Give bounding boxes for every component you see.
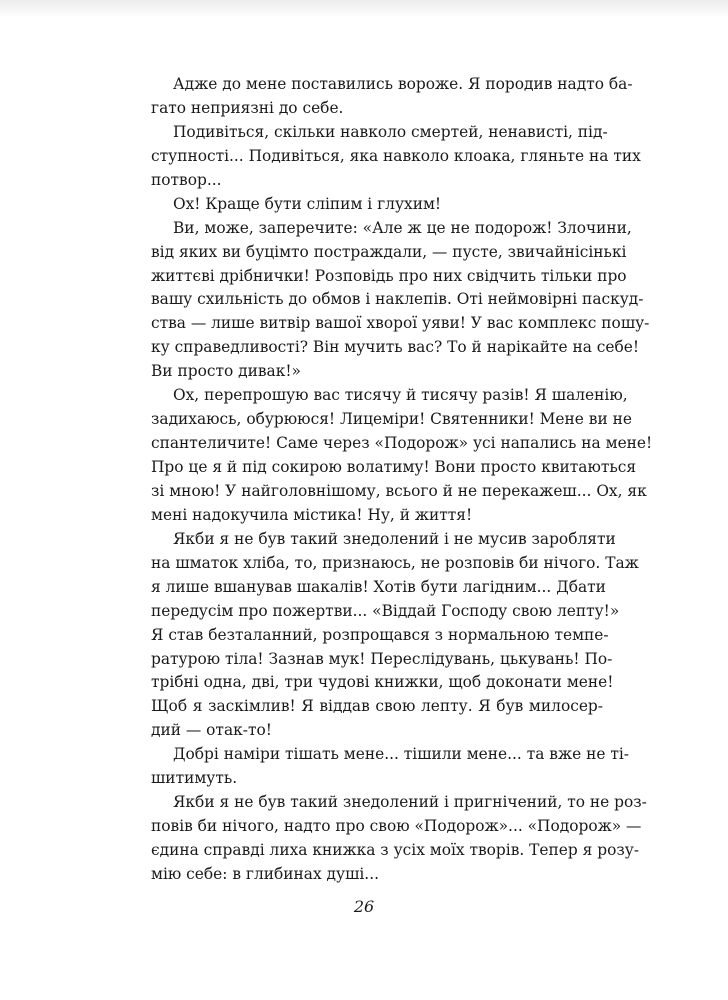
paragraph	[151, 743, 630, 791]
text-line: я лише вшанував шакалів! Хотів бути лагідним... Дбати	[151, 577, 606, 596]
text-line: ратурою тіла! Зазнав мук! Переслідувань, цькувань! По-	[151, 649, 613, 668]
paragraph	[151, 121, 641, 193]
scan-edge-shadow	[0, 0, 728, 18]
paragraph	[151, 791, 647, 887]
text-line: спантеличите! Саме через «Подорож» усі напались на мене!	[151, 434, 653, 453]
text-line: потвор...	[151, 170, 222, 189]
text-line: Ох! Краще бути сліпим і глухим!	[173, 194, 442, 213]
text-line: мію себе: в глибинах душі...	[151, 864, 379, 883]
text-line: Добрі наміри тішать мене... тішили мене... та вже не ті-	[173, 745, 630, 764]
paragraph	[151, 73, 633, 121]
text-line: єдина справді лиха книжка з усіх моїх творів. Тепер я розу-	[151, 841, 640, 859]
text-line: ства — лише витвір вашої хворої уяви! У вас комплекс пошу-	[151, 314, 650, 333]
paragraph	[151, 384, 653, 528]
text-line: трібні одна, дві, три чудові книжки, щоб доконати мене!	[151, 673, 614, 692]
text-line: ку справедливості? Він мучить вас? То й нарікайте на себе!	[151, 338, 640, 357]
text-line: Подивіться, скільки навколо смертей, ненависті, під-	[173, 122, 608, 141]
text-line: дий — отак-то!	[151, 721, 272, 740]
text-line: Адже до мене поставились вороже. Я породив надто ба-	[173, 75, 633, 93]
text-line: зі мною! У найголовнішому, всього й не перекажеш... Ох, як	[151, 481, 647, 500]
text-line: Якби я не був такий знедолений і пригнічений, то не роз-	[173, 793, 647, 812]
text-line: передусім про пожертви... «Віддай Господу свою лепту!»	[151, 601, 620, 620]
paragraph	[151, 193, 603, 217]
text-line: Якби я не був такий знедолений і не мусив заробляти	[173, 529, 616, 548]
text-line: від яких ви буцімто постраждали, — пусте, звичайнісінькі	[151, 242, 627, 261]
text-line: гато неприязні до себе.	[151, 98, 344, 117]
text-line: Ви, може, заперечите: «Але ж це не подорож! Злочини,	[173, 218, 632, 237]
text-line: Про це я й під сокирою волатиму! Вони просто квитаються	[151, 458, 637, 476]
text-line: Ви просто дивак!»	[151, 362, 301, 381]
text-line: на шматок хліба, то, признаюсь, не розповів би нічого. Таж	[151, 553, 639, 572]
text-line: Ох, перепрошую вас тисячу й тисячу разів! Я шаленію,	[173, 386, 628, 405]
body-text	[151, 73, 653, 887]
page-number: 26	[353, 897, 375, 916]
text-line: повів би нічого, надто про свою «Подорож»... «Подорож» —	[151, 817, 642, 836]
text-line: життєві дрібнички! Розповідь про них свідчить тільки про	[151, 266, 627, 285]
text-line: Щоб я заскімлив! Я віддав свою лепту. Я був милосер-	[151, 697, 603, 716]
text-line: ступності... Подивіться, яка навколо клоака, гляньте на тих	[151, 146, 641, 165]
text-line: вашу схильність до обмов і наклепів. Оті неймовірні паскуд-	[151, 290, 644, 309]
text-line: шитимуть.	[151, 769, 238, 788]
text-line: мені надокучила містика! Ну, й життя!	[151, 505, 473, 524]
text-line: задихаюсь, обурююся! Лицеміри! Святенники! Мене ви не	[151, 410, 632, 429]
text-line: Я став безталанний, розпрощався з нормальною темпе-	[151, 625, 609, 644]
paragraph	[151, 217, 650, 385]
paragraph	[151, 528, 639, 743]
